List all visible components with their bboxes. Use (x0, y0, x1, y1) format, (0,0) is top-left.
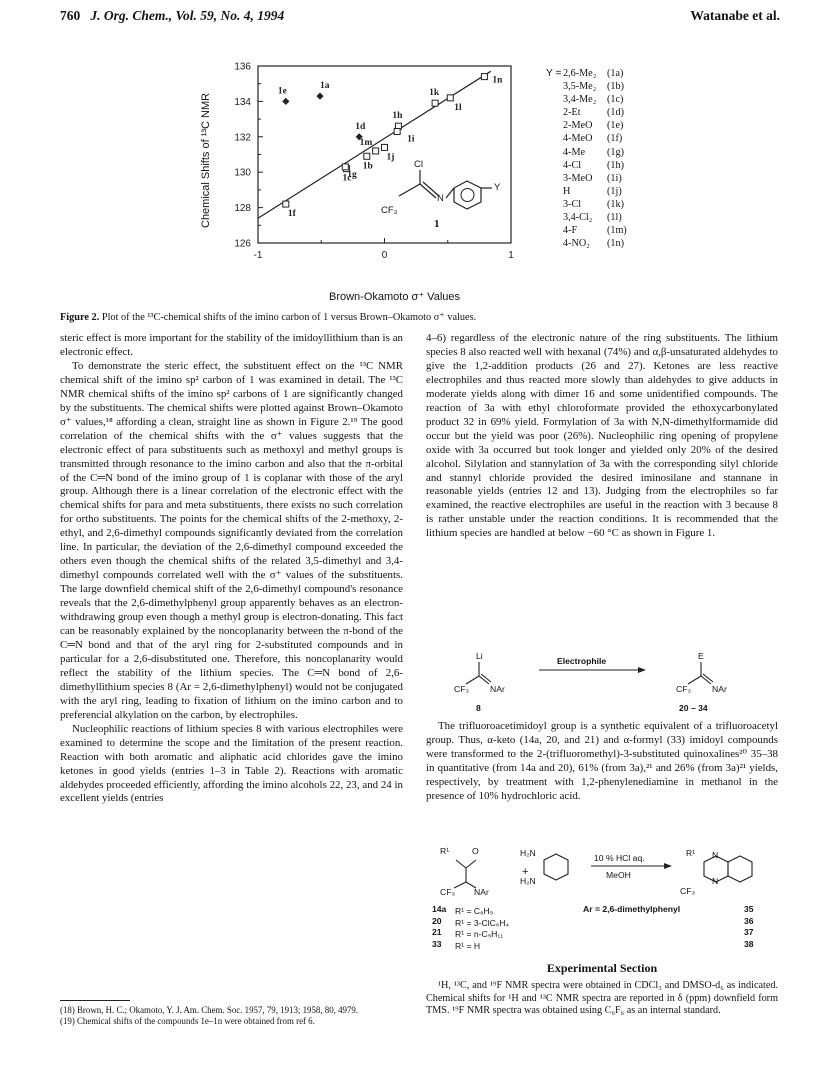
legend-entry (563, 119, 627, 132)
figure-caption (60, 311, 780, 323)
y-tick-label: 136 (234, 61, 251, 73)
point-label-1f: 1f (287, 209, 296, 220)
legend-entry (563, 185, 627, 198)
product-number: 35 (744, 904, 754, 914)
footnote-rule (60, 1000, 130, 1001)
chart-x-axis-label: Brown-Okamoto σ⁺ Values (329, 291, 460, 303)
legend-substituent: 4-Cl (563, 159, 582, 171)
data-point-1m (373, 148, 379, 154)
scheme2-substituents (455, 906, 575, 953)
legend-entry (563, 146, 627, 159)
point-label-1g: 1g (347, 169, 357, 180)
point-label-1b: 1b (362, 161, 373, 172)
legend-compound-id: (1g) (607, 146, 624, 158)
scheme1-arrow-label: Electrophile (557, 656, 607, 666)
point-label-1h: 1h (392, 111, 403, 122)
paragraph: 4–6) regardless of the electronic nature of the ring substituents. The lithium species 8 also reacted well with hexanal (74%) and α,β-unsaturated aldehydes to give the 1,2-addition products (26 and 27). Ketones are less reactive electrophiles and thus reacted more slowly than aldehydes to give adducts in moderate yields along with dimer 16 and some unidentified compounds. The reaction of 3a with ethyl chloroformate provided the ethoxycarbonylated product 32 in 69% yield. Formylation of 3a with N,N-dimethylformamide did occur but the yield was poor (26%). Nucleophilic ring opening of propylene oxide with 3a occurred but took longer and yielded only 20% of the desired alcohol. Silylation and stannylation of 3a with the corresponding silyl chloride and stannyl chloride provided the desired iminosilane and stannane in reasonable yields (entries 12 and 13). Judging from the electrophiles so far examined, the reactive electrophiles are useful in the reaction with 3 because 8 is rather unstable under the reaction conditions. It is recommended that the lithium species are handled at below −60 °C as shown in Figure 1. (426, 332, 778, 540)
scatter-plot (0, 0, 825, 300)
legend-substituent: 3-MeO (563, 172, 593, 184)
left-column (60, 332, 403, 806)
data-point-1i (394, 128, 400, 134)
legend-substituent: 4-Me (563, 146, 586, 158)
legend-substituent: H (563, 185, 571, 197)
structure-compound-number: 1 (434, 218, 440, 230)
imine-structure-diagram (399, 170, 492, 209)
paragraph: The trifluoroacetimidoyl group is a synthetic equivalent of a trifluoroacetyl group. Thus, α-keto (14a, 20, and 21) and α-formyl (33) imidoyl compounds were transformed to the 2-(trifluoromethyl)-3-substituted quinoxalines²⁰ 35–38 in quantitative (from 14a and 20), 61% (from 3a),²¹ and 26% (from 3a)²¹ yields, respectively, by treatment with 1,2-phenylenediamine in methanol in the presence of 10% hydrochloric acid. (426, 720, 778, 802)
paragraph: To demonstrate the steric effect, the substituent effect on the ¹³C NMR chemical shift of the imino sp² carbon of 1 was examined in detail. The ¹³C NMR chemical shifts of the imino sp² carbons of 1 are significantly changed by the substituents. The chemical shifts were plotted against Brown–Okamoto σ⁺ values,¹⁸ affording a clean, straight line as shown in Figure 2.¹⁹ The good correlation of the chemical shifts with the σ⁺ values suggests that the electronic effect of para substituents such as methoxyl and methyl groups is transmitted through resonance to the imino carbon and also that the π-orbital of the C═N bond of the imino group of 1 is coplanar with those of the aryl group. Although there is a linear correlation of the electronic effect with the chemical shifts for para and meta substituents, there exists no such correlation for ortho substituents. The points for the chemical shifts of the 2-methoxy, 2-ethyl, and 2,6-dimethyl compounds significantly deviated from the correlation line. In particular, the deviation of the 2,6-dimethyl compound exceeded the others even though the chemical shifts of the related 3,5-dimethyl and 3,4-dimethyl compounds correlated well with the σ⁺ values of the substituents. The large downfield chemical shift of the 2,6-dimethyl compound's resonance reveals that the 2,6-dimethylphenyl group apparently behaves as an electron-withdrawing group even though a methyl group is electron-donating. This fact can be reasonably explained by the noncoplanarity between the π-bond of the C═N bond and that of the aryl ring for 2-substituted compounds and in particular for a 2,6-disubstituted one. Therefore, this noncoplanarity would reflect the stability of the lithium species. The C═N bond of 2,6-dimethyllithium species 8 (Ar = 2,6-dimethylphenyl) would not be conjugated with the aryl ring, leading to fixation of lithium on the imino carbon and to preferencial alkylation on the carbon, by electrophiles. (60, 359, 403, 721)
legend-compound-id: (1m) (607, 225, 627, 237)
legend-compound-id: (1e) (607, 120, 624, 132)
x-tick-label: 1 (508, 250, 514, 261)
scheme1-cf3-left: CF₃ (454, 684, 469, 694)
point-label-1a: 1a (319, 81, 330, 92)
data-point-1j (382, 144, 388, 150)
data-point-1k (432, 100, 438, 106)
right-column-middle (426, 720, 778, 804)
scheme2-o: O (472, 846, 479, 856)
right-column-top (426, 332, 778, 541)
legend-substituent: 2-MeO (563, 120, 593, 132)
y-tick-label: 126 (234, 238, 251, 250)
substrate-number: 14a (432, 904, 447, 914)
scheme2-n-top: N (712, 850, 719, 860)
legend-entry (563, 132, 627, 145)
substituent-row: R¹ = H (455, 941, 481, 952)
legend-entry (563, 159, 627, 172)
substrate-number: 20 (432, 915, 442, 926)
legend-entry (563, 198, 627, 211)
legend-compound-id: (1c) (607, 94, 624, 106)
footnotes (60, 1005, 403, 1026)
scheme2-r1-right: R¹ (686, 848, 696, 858)
page-number: 760 (60, 8, 81, 23)
footnote-19: (19) Chemical shifts of the compounds 1e–1n were obtained from ref 6. (60, 1015, 315, 1026)
scheme1-e: E (698, 651, 704, 661)
legend-entry (563, 172, 627, 185)
y-tick-label: 134 (234, 96, 251, 108)
journal-citation: J. Org. Chem., Vol. 59, No. 4, 1994 (90, 8, 285, 23)
running-header-authors: Watanabe et al. (690, 8, 780, 23)
scheme2-nar: NAr (474, 887, 489, 897)
structure-n-label: N (437, 193, 444, 204)
paragraph: steric effect is more important for the stability of the imidoyllithium than is an electronic effect. (60, 332, 403, 358)
legend-compound-id: (1i) (607, 172, 622, 184)
product-number: 38 (744, 939, 754, 950)
scheme2-cf3-left: CF₃ (440, 887, 455, 897)
scheme2-h2n-bottom: H₂N (520, 876, 536, 886)
caption-label: Figure 2. (60, 312, 100, 323)
legend-compound-id: (1f) (607, 133, 623, 145)
point-label-1i: 1i (407, 134, 415, 145)
legend-entry (563, 67, 627, 80)
scheme2-n-bottom: N (712, 876, 719, 886)
legend-substituent: 4-F (563, 225, 578, 237)
legend-compound-id: (1a) (607, 68, 624, 79)
substrate-number: 21 (432, 927, 442, 938)
caption-text: Plot of the ¹³C-chemical shifts of the imino carbon of 1 versus Brown–Okamoto σ⁺ values. (101, 312, 477, 323)
data-point-1n (481, 74, 487, 80)
legend-entry (563, 93, 627, 106)
product-number: 36 (744, 915, 754, 926)
legend-compound-id: (1h) (607, 159, 624, 171)
legend-entry (563, 211, 627, 224)
point-label-1c: 1c (342, 173, 352, 184)
data-point-1e (282, 98, 289, 105)
legend-substituent: 2-Et (563, 107, 581, 119)
scheme2-product-numbers (744, 904, 774, 951)
substituent-legend (563, 67, 627, 250)
substrate-number: 33 (432, 939, 442, 950)
x-tick-label: -1 (253, 250, 263, 261)
product-number: 37 (744, 927, 754, 938)
substituent-row: R¹ = 3-ClC₆H₄ (455, 917, 510, 928)
structure-cf3-label: CF₃ (381, 205, 398, 216)
legend-entry (563, 80, 627, 93)
structure-y-label: Y (494, 182, 501, 193)
right-column-bottom (426, 980, 778, 1018)
scheme1-compound-8: 8 (476, 703, 481, 713)
data-point-1f (283, 201, 289, 207)
legend-compound-id: (1k) (607, 198, 624, 210)
structure-cl-label: Cl (414, 159, 423, 170)
chart-y-axis-label: Chemical Shifts of ¹³C NMR (200, 92, 212, 228)
y-tick-label: 128 (234, 203, 251, 215)
scheme2-plus: + (522, 866, 529, 878)
scheme1-nar-left: NAr (490, 684, 505, 694)
paragraph: ¹H, ¹³C, and ¹⁹F NMR spectra were obtained in CDCl₃ and DMSO-d₆ as indicated. Chemical shifts for ¹H and ¹³C NMR spectra are reported in δ (ppm) downfield form TMS. ¹⁹F NMR spectra was obtained using C₆F₆ as an internal standard. (426, 980, 778, 1017)
substituent-row: R¹ = C₆H₅ (455, 906, 494, 916)
point-label-1j: 1j (386, 152, 395, 163)
scheme1-nar-right: NAr (712, 684, 727, 694)
legend-compound-id: (1l) (607, 212, 622, 224)
point-label-1e: 1e (277, 86, 287, 97)
scheme2-conditions-top: 10 % HCl aq. (594, 853, 645, 863)
point-label-1n: 1n (492, 75, 503, 86)
scheme1-cf3-right: CF₃ (676, 684, 691, 694)
y-tick-label: 132 (234, 132, 251, 144)
legend-entry (563, 106, 627, 119)
legend-substituent: 3,5-Me₂ (563, 81, 597, 93)
legend-compound-id: (1d) (607, 107, 624, 119)
scheme2-ar-note: Ar = 2,6-dimethylphenyl (583, 904, 681, 914)
fit-line (258, 71, 491, 218)
point-label-1l: 1l (454, 102, 462, 113)
legend-substituent: 4-NO₂ (563, 238, 590, 250)
point-label-1k: 1k (429, 88, 440, 99)
scheme2-r1-left: R¹ (440, 846, 450, 856)
legend-compound-id: (1j) (607, 185, 622, 197)
legend-substituent: 3,4-Cl₂ (563, 212, 593, 224)
legend-substituent: 3-Cl (563, 198, 582, 210)
point-label-1d: 1d (355, 121, 366, 132)
point-label-1m: 1m (359, 137, 373, 148)
scheme2-h2n-top: H₂N (520, 848, 536, 858)
plot-frame (258, 66, 511, 243)
paragraph: Nucleophilic reactions of lithium species 8 with various electrophiles were examined to determine the scope and the limitation of the present reaction. Reaction with both aromatic and aliphatic acid chlorides gave the imino ketones in good yields (entries 1–3 in Table 2). Reactions with aromatic aldehydes proceeded efficiently, affording the imino alcohols 22, 23, and 24 in excellent yields (entries (60, 722, 403, 805)
legend-compound-id: (1b) (607, 81, 624, 93)
data-point-1l (447, 95, 453, 101)
section-title: Experimental Section (546, 961, 658, 975)
y-tick-label: 130 (234, 167, 251, 179)
data-point-1a (316, 92, 323, 99)
legend-substituent: 4-MeO (563, 133, 593, 145)
legend-prefix: Y = (546, 68, 562, 79)
scheme2-conditions-bottom: MeOH (606, 870, 631, 880)
legend-substituent: 3,4-Me₂ (563, 94, 597, 106)
data-point-1b (364, 153, 370, 159)
scheme1-compounds-20-34: 20 – 34 (679, 703, 708, 713)
footnote-18: (18) Brown, H. C.; Okamoto, Y. J. Am. Chem. Soc. 1957, 79, 1913; 1958, 80, 4979. (60, 1005, 359, 1015)
legend-entry (563, 224, 627, 237)
scheme2-cf3-right: CF₃ (680, 886, 695, 896)
scheme1-li: Li (476, 651, 483, 661)
legend-entry (563, 237, 627, 250)
substituent-row: R¹ = n-C₅H₁₁ (455, 929, 504, 940)
legend-substituent: 2,6-Me₂ (563, 68, 597, 79)
x-tick-label: 0 (381, 250, 388, 261)
legend-compound-id: (1n) (607, 238, 624, 250)
